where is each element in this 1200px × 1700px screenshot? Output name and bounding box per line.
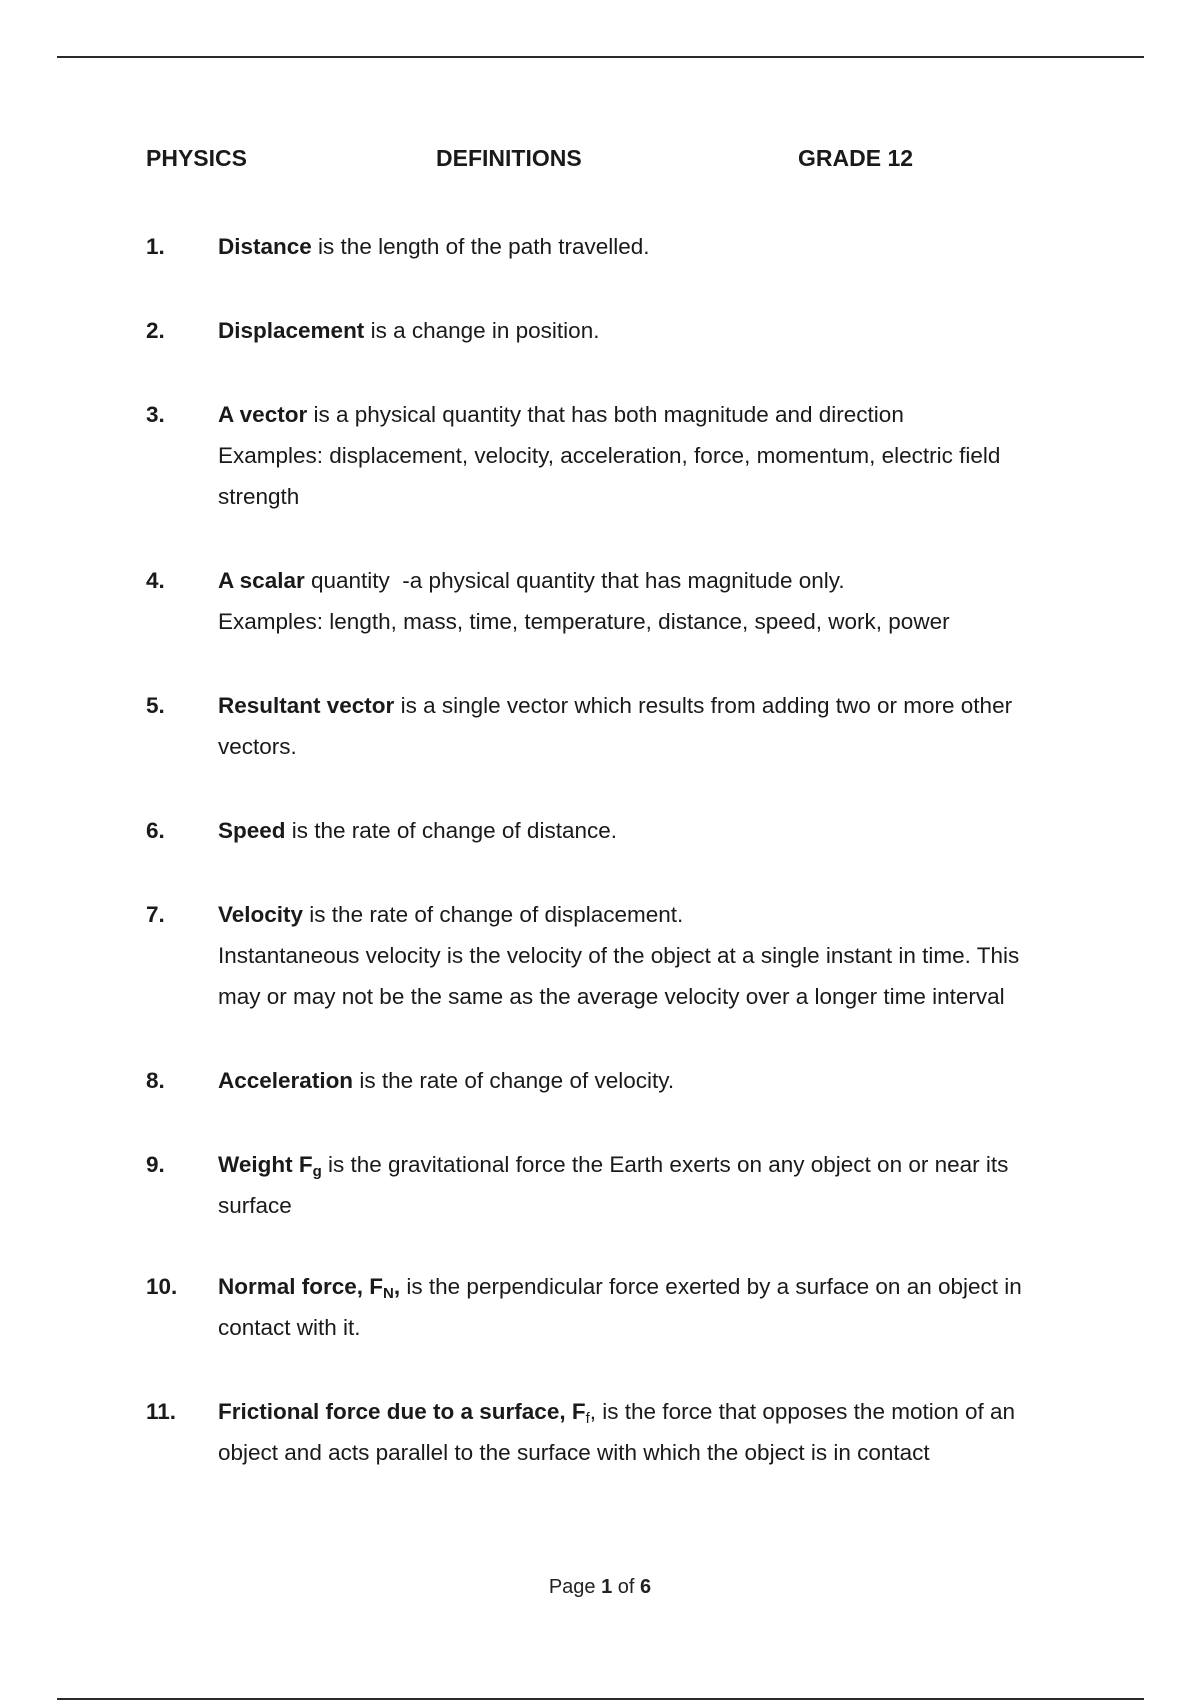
top-rule — [57, 56, 1144, 58]
def-text: is the rate of change of distance. — [285, 818, 617, 843]
header-subject: PHYSICS — [146, 145, 247, 171]
def-extra: Examples: length, mass, time, temperature, distance, speed, work, power — [218, 609, 950, 634]
def-term-text: Weight F — [218, 1152, 313, 1177]
def-text: is the rate of change of velocity. — [353, 1068, 675, 1093]
page-of-label: of — [612, 1576, 641, 1598]
definitions-list — [146, 226, 1046, 1516]
def-number: 9. — [146, 1152, 165, 1177]
header-grade: GRADE 12 — [798, 145, 914, 171]
def-item-7 — [146, 894, 1046, 1017]
def-number: 3. — [146, 402, 165, 427]
page-label: Page — [548, 1576, 602, 1598]
def-number: 7. — [146, 902, 165, 927]
def-item-2 — [146, 310, 1046, 351]
def-item-3 — [146, 394, 1046, 517]
def-text: is the force that opposes the motion of an object and acts parallel to the surface with which the object is in contact — [218, 1399, 1016, 1465]
def-item-10 — [146, 1266, 1046, 1348]
def-term: Resultant vector — [218, 693, 395, 718]
def-text: is the perpendicular force exerted by a surface on an object in contact with it. — [218, 1274, 1022, 1340]
def-number: 11. — [146, 1399, 177, 1424]
def-term-subscript: g — [312, 1163, 322, 1180]
def-number: 4. — [146, 568, 165, 593]
page-total: 6 — [640, 1576, 652, 1598]
def-term — [218, 1399, 597, 1427]
def-number: 10. — [146, 1274, 178, 1299]
def-term-text: Normal force, F — [218, 1274, 384, 1299]
def-term — [218, 1152, 322, 1180]
def-number: 8. — [146, 1068, 165, 1093]
def-term: Speed — [218, 818, 286, 843]
def-number: 1. — [146, 234, 165, 259]
def-extra: Examples: displacement, velocity, acceleration, force, momentum, electric field strength — [218, 443, 1001, 509]
def-term-subscript: f — [585, 1410, 590, 1427]
def-item-9 — [146, 1144, 1046, 1226]
def-item-11 — [146, 1391, 1046, 1473]
def-term: A scalar — [218, 568, 305, 593]
def-term-punct: , — [393, 1274, 401, 1299]
def-term — [218, 1274, 401, 1302]
def-item-4 — [146, 560, 1046, 642]
def-term-text: Frictional force due to a surface, F — [218, 1399, 586, 1424]
def-number: 5. — [146, 693, 165, 718]
def-number: 2. — [146, 318, 165, 343]
page-footer — [0, 1576, 1200, 1599]
def-text: is a physical quantity that has both magnitude and direction — [307, 402, 904, 427]
def-term: Velocity — [218, 902, 304, 927]
page-current: 1 — [601, 1576, 613, 1598]
def-item-6 — [146, 810, 1046, 851]
def-item-5 — [146, 685, 1046, 767]
def-extra: Instantaneous velocity is the velocity of the object at a single instant in time. This may or may not be the same as the average velocity over a longer time interval — [218, 943, 1020, 1009]
def-term: Acceleration — [218, 1068, 354, 1093]
def-item-1 — [146, 226, 1046, 267]
def-text: is a single vector which results from adding two or more other vectors. — [218, 693, 1013, 759]
def-text: is the length of the path travelled. — [311, 234, 650, 259]
def-item-8 — [146, 1060, 1046, 1101]
def-text: is the rate of change of displacement. — [303, 902, 684, 927]
def-term: Distance — [218, 234, 312, 259]
header-title: DEFINITIONS — [436, 145, 582, 171]
def-term-punct: , — [589, 1399, 597, 1424]
def-term-subscript: N — [383, 1285, 394, 1302]
def-number: 6. — [146, 818, 165, 843]
def-term: Displacement — [218, 318, 365, 343]
def-term: A vector — [218, 402, 308, 427]
document-header — [146, 145, 1046, 175]
def-text: is the gravitational force the Earth exerts on any object on or near its surface — [218, 1152, 1009, 1218]
def-text: is a change in position. — [364, 318, 600, 343]
def-text: quantity -a physical quantity that has magnitude only. — [304, 568, 845, 593]
